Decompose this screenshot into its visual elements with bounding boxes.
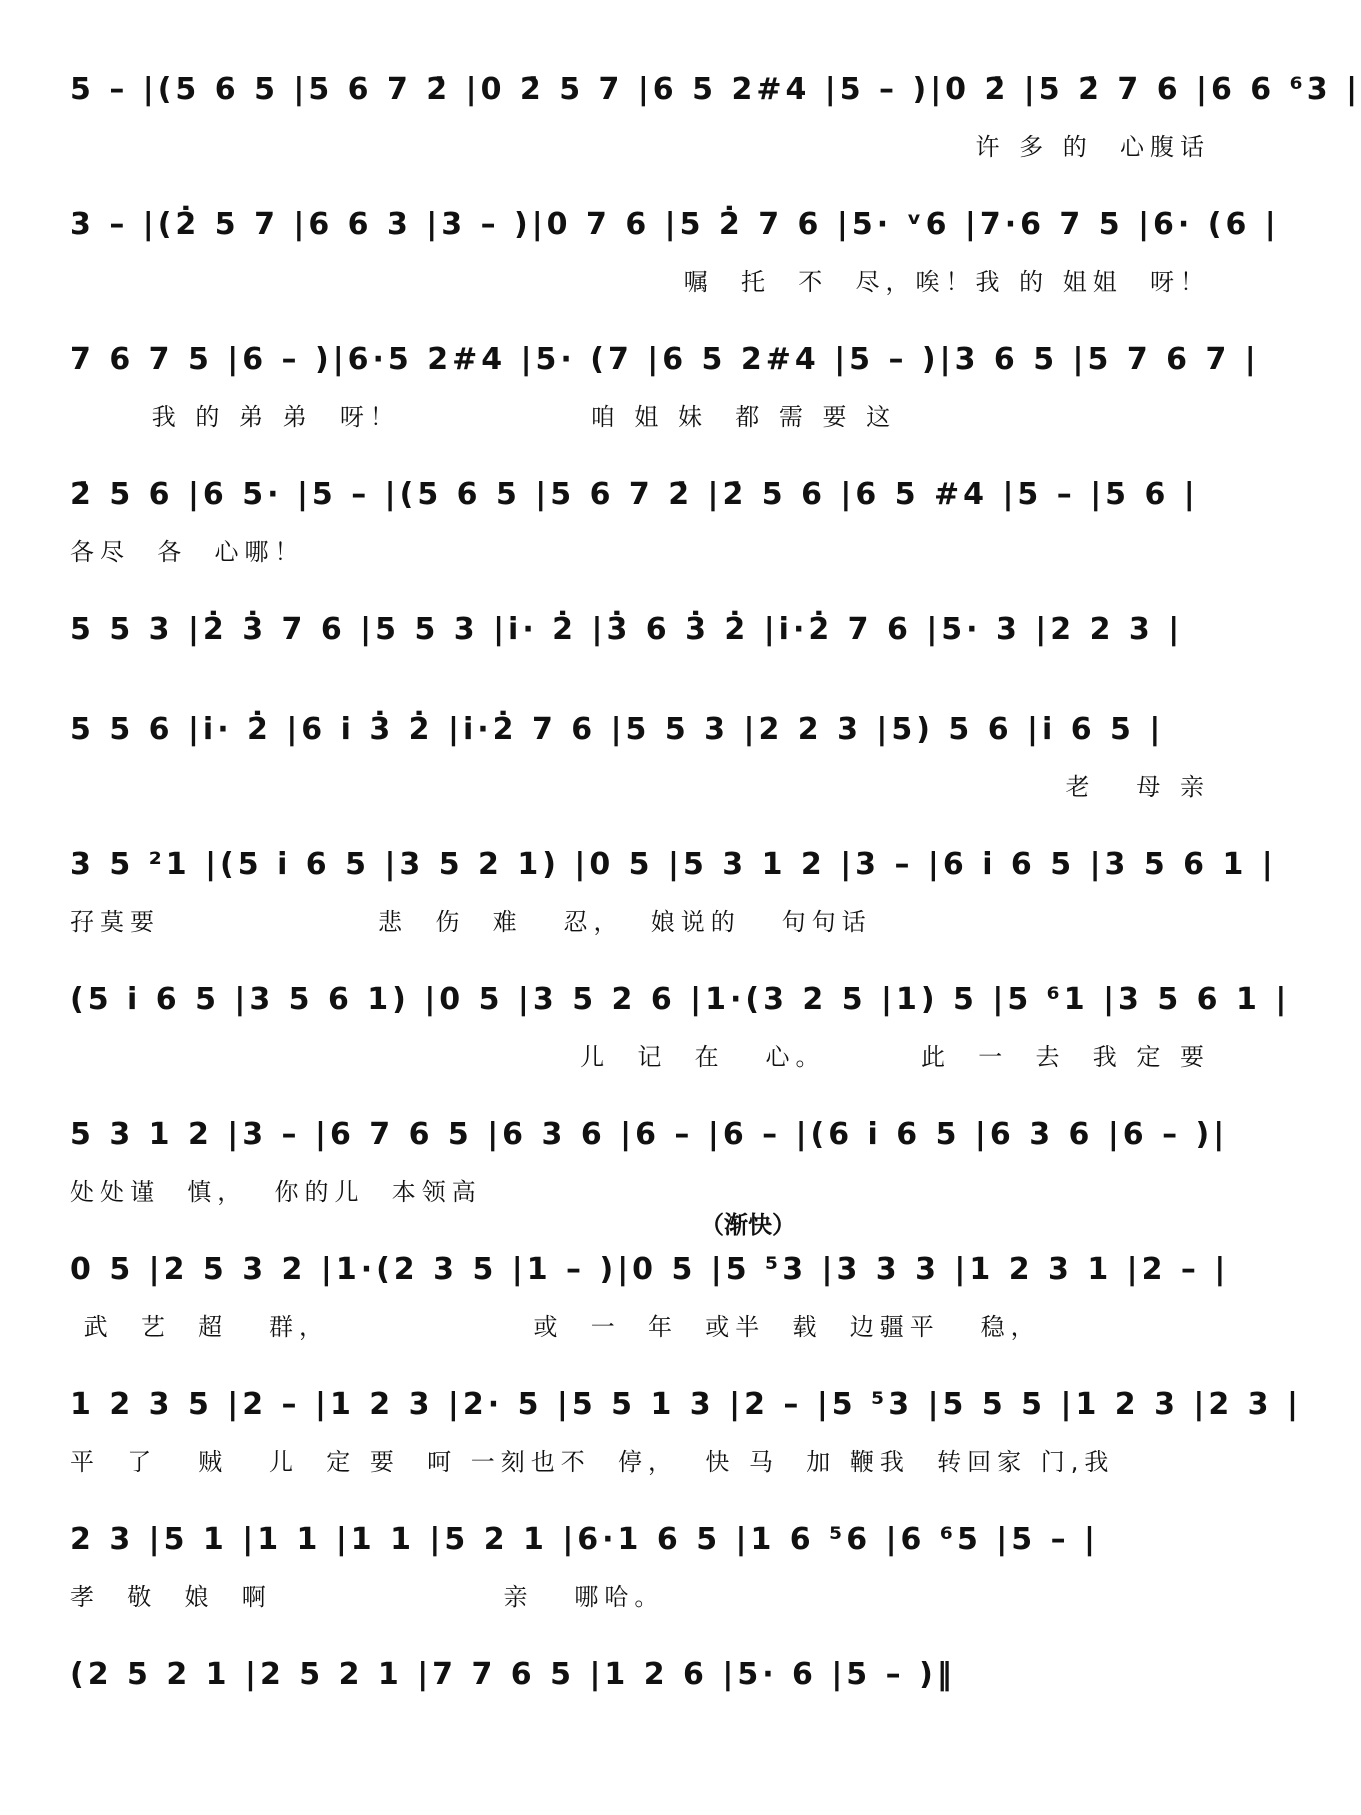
notation-line: 2 3 |5 1 |1 1 |1 1 |5 2 1 |6·1 6 5 |1 6 ⁵6 |6 ⁶5 |5 – | — [70, 1522, 1099, 1557]
lyrics-line: 孝 敬 娘 啊 亲 哪哈。 — [70, 1583, 665, 1611]
lyrics-line: 嘱 托 不 尽，唉！我 的 姐姐 呀！ — [683, 268, 1210, 296]
system-2 — [70, 190, 1280, 325]
system-12 — [70, 1505, 1210, 1640]
notation-line: 7 6 7 5 |6 – )|6·5 2#4 |5· (7 |6 5 2#4 |5 – )|3 6 5 |5 7 6 7 | — [70, 342, 1260, 377]
system-1 — [70, 55, 1361, 190]
notation-line: (5 i 6 5 |3 5 6 1) |0 5 |3 5 2 6 |1·(3 2 5 |1) 5 |5 ⁶1 |3 5 6 1 | — [70, 982, 1291, 1017]
notation-line: 1 2 3 5 |2 – |1 2 3 |2· 5 |5 5 1 3 |2 – |5 ⁵3 |5 5 5 |1 2 3 |2 3 | — [70, 1387, 1302, 1422]
lyrics-line: 许 多 的 心腹话 — [975, 133, 1210, 161]
system-7 — [70, 830, 1277, 965]
lyrics-line: 孖莫要 悲 伤 难 忍， 娘说的 句句话 — [70, 908, 872, 936]
notation-line: (2 5 2 1 |2 5 2 1 |7 7 6 5 |1 2 6 |5· 6 |5 – )‖ — [70, 1657, 956, 1692]
notation-line: 5 3 1 2 |3 – |6 7 6 5 |6 3 6 |6 – |6 – |(6 i 6 5 |6 3 6 |6 – )| — [70, 1117, 1229, 1152]
notation-line: 5 5 6 |i· 2̇ |6 i 3̇ 2̇ |i·2̇ 7 6 |5 5 3 |2 2 3 |5) 5 6 |i 6 5 | — [70, 712, 1165, 747]
system-8 — [70, 965, 1291, 1100]
notation-line: 3 – |(2̇ 5 7 |6 6 3 |3 – )|0 7 6 |5 2̇ 7 6 |5· ᵛ6 |7·6 7 5 |6· (6 | — [70, 207, 1280, 242]
lyrics-line: 各尽 各 心哪！ — [70, 538, 305, 566]
lyrics-line: 武 艺 超 群， 或 一 年 或半 载 边疆平 稳， — [70, 1313, 1041, 1341]
system-11 — [70, 1370, 1302, 1505]
notation-line: 2̇ 5 6 |6 5· |5 – |(5 6 5 |5 6 7 2̇ |2̇ 5 6 |6 5 #4 |5 – |5 6 | — [70, 477, 1199, 512]
system-10 — [70, 1235, 1230, 1370]
system-13 — [70, 1640, 1210, 1775]
lyrics-line — [70, 1712, 1210, 1752]
lyrics-line: 老 母 亲 — [1065, 773, 1210, 801]
lyrics-line: 儿 记 在 心。 此 一 去 我 定 要 — [580, 1043, 1210, 1071]
notation-line: 5 5 3 |2̇ 3̇ 7 6 |5 5 3 |i· 2̇ |3̇ 6 3̇ 2̇ |i·2̇ 7 6 |5· 3 |2 2 3 | — [70, 612, 1184, 647]
system-4 — [70, 460, 1210, 595]
notation-line: 3 5 ²1 |(5 i 6 5 |3 5 2 1) |0 5 |5 3 1 2 |3 – |6 i 6 5 |3 5 6 1 | — [70, 847, 1277, 882]
system-3 — [70, 325, 1260, 460]
lyrics-line: 平 了 贼 儿 定 要 呵 一刻也不 停， 快 马 加 鞭我 转回家 门,我 — [70, 1448, 1115, 1476]
lyrics-line: 处处谨 慎， 你的儿 本领高 — [70, 1178, 482, 1206]
notation-line: 0 5 |2 5 3 2 |1·(2 3 5 |1 – )|0 5 |5 ⁵3 |3 3 3 |1 2 3 1 |2 – | — [70, 1252, 1230, 1287]
notation-line: 5 – |(5 6 5 |5 6 7 2̇ |0 2̇ 5 7 |6 5 2#4 |5 – )|0 2̇ |5 2̇ 7 6 |6 6 ⁶3 | — [70, 72, 1361, 107]
system-6 — [70, 695, 1210, 830]
system-9 — [70, 1100, 1229, 1235]
lyrics-line: 我 的 弟 弟 呀！ 咱 姐 妹 都 需 要 这 — [70, 403, 897, 431]
tempo-marking: （渐快） — [700, 1211, 796, 1239]
